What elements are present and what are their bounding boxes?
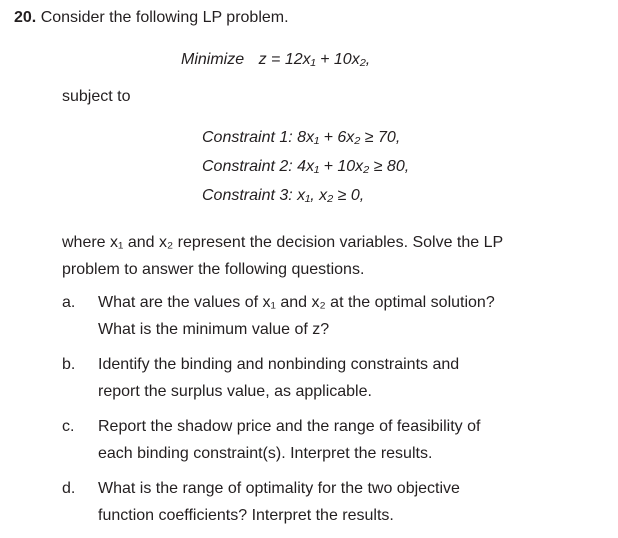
- question-b-letter: b.: [62, 356, 76, 373]
- question-b-line-1: Identify the binding and nonbinding constraints and: [98, 356, 460, 373]
- question-c-line-2: each binding constraint(s). Interpret the results.: [98, 445, 433, 462]
- constraint-expression: x₁, x₂ ≥ 0,: [297, 187, 365, 204]
- question-b-line-2: report the surplus value, as applicable.: [98, 383, 372, 400]
- question-a-line-1: What are the values of x₁ and x₂ at the optimal solution?: [98, 294, 495, 311]
- constraint-label: Constraint 1:: [202, 129, 293, 146]
- constraint-1: [202, 128, 400, 148]
- problem-number: 20.: [14, 9, 37, 26]
- question-c-line-1: Report the shadow price and the range of feasibility of: [98, 418, 481, 435]
- question-d-line-1: What is the range of optimality for the two objective: [98, 480, 460, 497]
- objective-function: [181, 50, 370, 70]
- subject-to-label: subject to: [62, 88, 131, 105]
- constraint-expression: 8x₁ + 6x₂ ≥ 70,: [297, 129, 401, 146]
- question-a-letter: a.: [62, 294, 76, 311]
- question-d-letter: d.: [62, 480, 76, 497]
- question-c-letter: c.: [62, 418, 75, 435]
- description-line-1: where x₁ and x₂ represent the decision variables. Solve the LP: [62, 234, 504, 251]
- objective-label: Minimize: [181, 51, 245, 68]
- question-d-line-2: function coefficients? Interpret the results.: [98, 507, 394, 524]
- constraint-2: [202, 157, 409, 177]
- question-a-line-2: What is the minimum value of z?: [98, 321, 330, 338]
- constraint-label: Constraint 3:: [202, 187, 293, 204]
- description-line-2: problem to answer the following questions.: [62, 261, 365, 278]
- problem-title: Consider the following LP problem.: [40, 9, 289, 26]
- constraint-expression: 4x₁ + 10x₂ ≥ 80,: [297, 158, 410, 175]
- constraint-label: Constraint 2:: [202, 158, 293, 175]
- constraint-3: [202, 186, 364, 206]
- problem-header: [14, 8, 289, 28]
- objective-expression: z = 12x₁ + 10x₂,: [258, 51, 371, 68]
